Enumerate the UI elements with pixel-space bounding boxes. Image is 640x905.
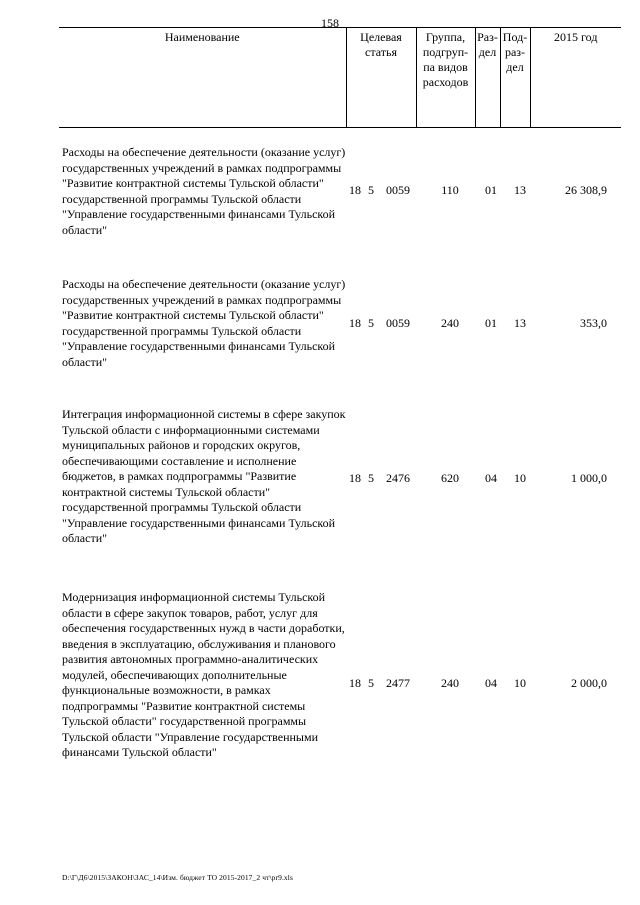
row-razdel: 01 (485, 183, 497, 197)
row-target-part1: 18 (349, 471, 361, 485)
row-target-part3: 0059 (386, 316, 410, 330)
row-razdel: 01 (485, 316, 497, 330)
header-name: Наименование (59, 28, 346, 128)
row-group: 240 (441, 316, 459, 330)
row-amount: 26 308,9 (565, 183, 607, 197)
row-podrazdel: 13 (514, 183, 526, 197)
header-target-article: Целевая статья (346, 28, 416, 128)
row-group: 240 (441, 676, 459, 690)
table-header (59, 27, 621, 128)
row-target-part2: 5 (368, 183, 374, 197)
row-name: Модернизация информационной системы Тульской области в сфере закупок товаров, работ, услуг для обеспечения государственных нужд в части доработки, введения в эксплуатацию, обслуживания и планового развития автономных программно-аналитических модулей, обеспечивающих дополнительные функциональные возможности, в рамках подпрограммы "Развитие контрактной системы Тульской области" государственной программы Тульской области "Управление государственными финансами Тульской области" (62, 590, 345, 759)
header-podrazdel: Под-раз-дел (500, 28, 530, 128)
header-expense-group: Группа, подгруп-па видов расходов (416, 28, 475, 128)
row-target-part1: 18 (349, 183, 361, 197)
row-target-part2: 5 (368, 471, 374, 485)
file-path-footer: D:\Г\Д6\2015\ЗАКОН\ЗАС_14\Изм. бюджет ТО 2015-2017_2 чт\pr9.xls (62, 873, 293, 882)
row-amount: 353,0 (580, 316, 607, 330)
row-razdel: 04 (485, 471, 497, 485)
row-podrazdel: 10 (514, 676, 526, 690)
header-year: 2015 год (530, 28, 621, 128)
row-name: Расходы на обеспечение деятельности (оказание услуг) государственных учреждений в рамках подпрограммы "Развитие контрактной системы Тульской области" государственной программы Тульской области "Управление государственными финансами Тульской области" (62, 145, 346, 237)
row-target-part3: 2476 (386, 471, 410, 485)
header-razdel: Раз-дел (475, 28, 500, 128)
row-target-part1: 18 (349, 676, 361, 690)
row-group: 620 (441, 471, 459, 485)
row-podrazdel: 10 (514, 471, 526, 485)
row-name: Интеграция информационной системы в сфере закупок Тульской области с информационными системами муниципальных районов и городских округов, обеспечивающими составление и исполнение бюджетов, в рамках подпрограммы "Развитие контрактной системы Тульской области" государственной программы Тульской области "Управление государственными финансами Тульской области" (62, 407, 346, 545)
row-name: Расходы на обеспечение деятельности (оказание услуг) государственных учреждений в рамках подпрограммы "Развитие контрактной системы Тульской области" государственной программы Тульской области "Управление государственными финансами Тульской области" (62, 277, 346, 369)
row-target-part1: 18 (349, 316, 361, 330)
row-amount: 2 000,0 (571, 676, 607, 690)
row-amount: 1 000,0 (571, 471, 607, 485)
row-target-part2: 5 (368, 316, 374, 330)
row-target-part3: 2477 (386, 676, 410, 690)
row-group: 110 (441, 183, 459, 197)
row-target-part2: 5 (368, 676, 374, 690)
row-podrazdel: 13 (514, 316, 526, 330)
row-target-part3: 0059 (386, 183, 410, 197)
page-number: 158 (321, 16, 339, 30)
row-razdel: 04 (485, 676, 497, 690)
